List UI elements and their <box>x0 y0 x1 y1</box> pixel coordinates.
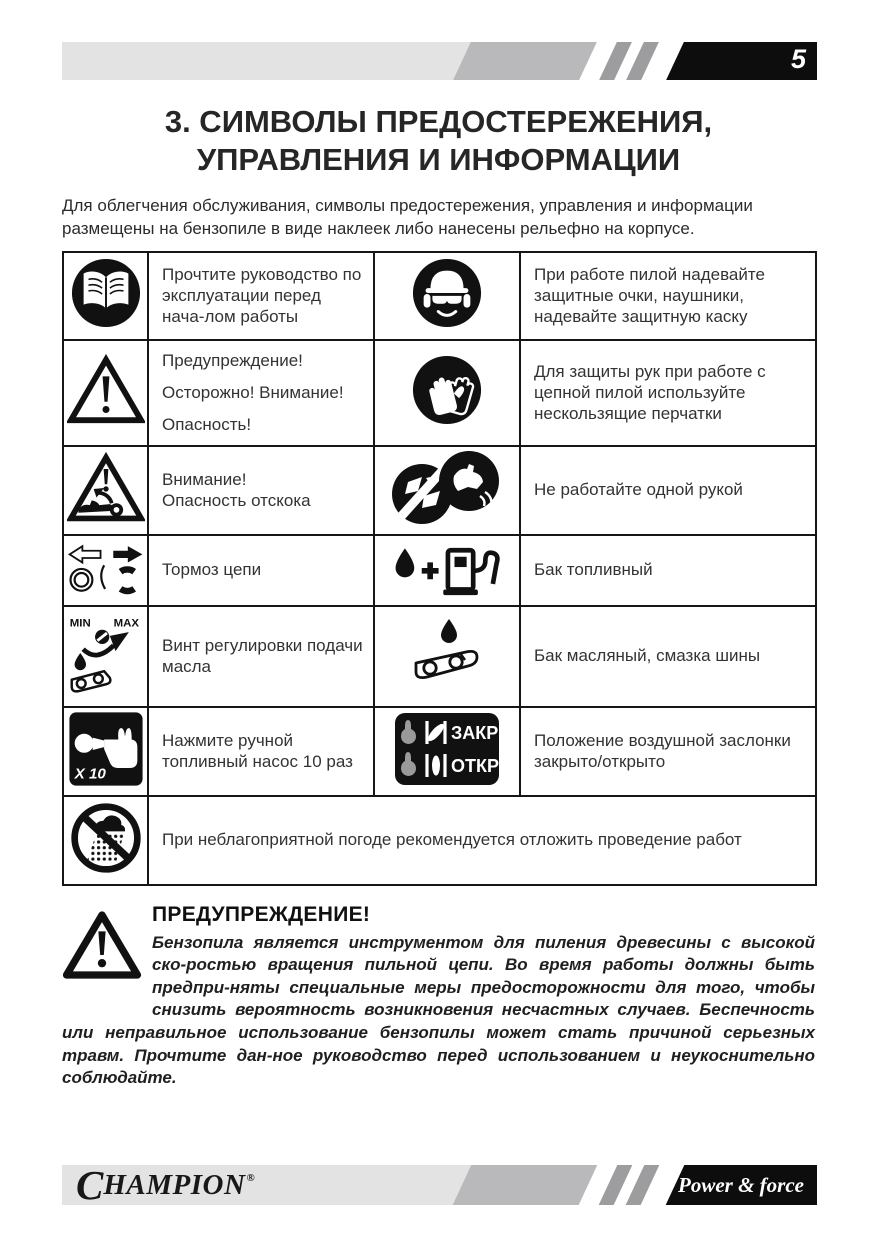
svg-text:MAX: MAX <box>113 616 139 629</box>
symbol-description: Винт регулировки подачи масла <box>148 606 374 707</box>
symbol-description: Бак масляный, смазка шины <box>520 606 816 707</box>
page-title-line1: 3. СИМВОЛЫ ПРЕДОСТЕРЕЖЕНИЯ, <box>164 104 713 139</box>
page-title <box>62 103 815 179</box>
symbol-description: Предупреждение! Осторожно! Внимание! Опасность! <box>162 350 344 435</box>
kickback-warning-icon <box>67 511 145 528</box>
symbol-description: Для защиты рук при работе с цепной пилой используйте нескользящие перчатки <box>520 340 816 446</box>
protective-gloves-icon <box>411 413 483 430</box>
page-title-line2: УПРАВЛЕНИЯ И ИНФОРМАЦИИ <box>196 141 681 177</box>
symbol-description: Прочтите руководство по эксплуатации перед нача-лом работы <box>148 252 374 340</box>
symbol-description: При работе пилой надевайте защитные очки, наушники, надевайте защитную каску <box>520 252 816 340</box>
svg-text:ЗАКР: ЗАКР <box>451 722 499 743</box>
warning-section <box>62 903 815 1090</box>
footer-mid-segment <box>452 1165 599 1205</box>
oil-adjust-screw-icon <box>66 616 146 702</box>
read-manual-icon <box>70 316 142 333</box>
symbol-description: Положение воздушной заслонки закрыто/открыто <box>520 707 816 796</box>
table-row <box>63 707 816 796</box>
header-light-segment <box>62 42 490 80</box>
header-stripe <box>625 42 660 80</box>
power-and-force-tagline: Power & force <box>678 1172 804 1197</box>
header-bar <box>62 42 817 80</box>
table-row <box>63 606 816 707</box>
table-row <box>63 446 816 535</box>
warning-triangle-icon <box>67 413 145 430</box>
warning-body: Бензопила является инструментом для пиления древесины с высокой ско-ростью вращения пильной цепи. Во время работы должны быть предпри-няты специальные меры предосторожности для того, чтобы снизить вероятность возникновения несчастных случаев. Беспечность или неправильное использование бензопилы может стать причиной серьезных травм. Прочтите дан-ное руководство перед использованием и неукоснительно соблюдайте. <box>62 932 815 1088</box>
symbol-description: Тормоз цепи <box>148 535 374 606</box>
symbols-table <box>62 251 817 886</box>
table-row <box>63 796 816 885</box>
table-row <box>63 252 816 340</box>
no-work-in-bad-weather-icon <box>68 863 144 880</box>
warning-triangle-icon <box>62 908 142 987</box>
symbol-description: Внимание! Опасность отскока <box>162 469 311 511</box>
footer-stripe <box>625 1165 661 1205</box>
oil-tank-bar-lubrication-icon <box>404 684 490 701</box>
symbol-description: Бак топливный <box>520 535 816 606</box>
fuel-tank-icon <box>389 584 505 601</box>
footer-bar <box>62 1165 817 1205</box>
page-number: 5 <box>790 44 806 74</box>
protective-equipment-icon <box>411 316 483 333</box>
svg-text:X 10: X 10 <box>74 765 106 783</box>
symbol-description: Нажмите ручной топливный насос 10 раз <box>148 707 374 796</box>
chain-brake-icon <box>66 582 146 599</box>
svg-text:ОТКР: ОТКР <box>451 755 499 776</box>
intro-paragraph: Для облегчения обслуживания, символы предостережения, управления и информации размещены на бензопиле в виде наклеек либо нанесены рельефно на корпусе. <box>62 195 753 238</box>
primer-bulb-x10-icon <box>68 765 144 791</box>
table-row <box>63 535 816 606</box>
symbol-description: Не работайте одной рукой <box>520 446 816 535</box>
svg-text:MIN: MIN <box>69 616 91 629</box>
symbol-description: При неблагоприятной погоде рекомендуется отложить проведение работ <box>148 796 816 885</box>
warning-heading: ПРЕДУПРЕЖДЕНИЕ! <box>152 902 371 926</box>
table-row <box>63 340 816 446</box>
champion-logo: C HAMPION ® <box>76 1165 255 1205</box>
header-mid-segment <box>452 42 598 80</box>
choke-positions-icon <box>394 722 500 790</box>
no-one-hand-operation-icon <box>388 513 506 530</box>
